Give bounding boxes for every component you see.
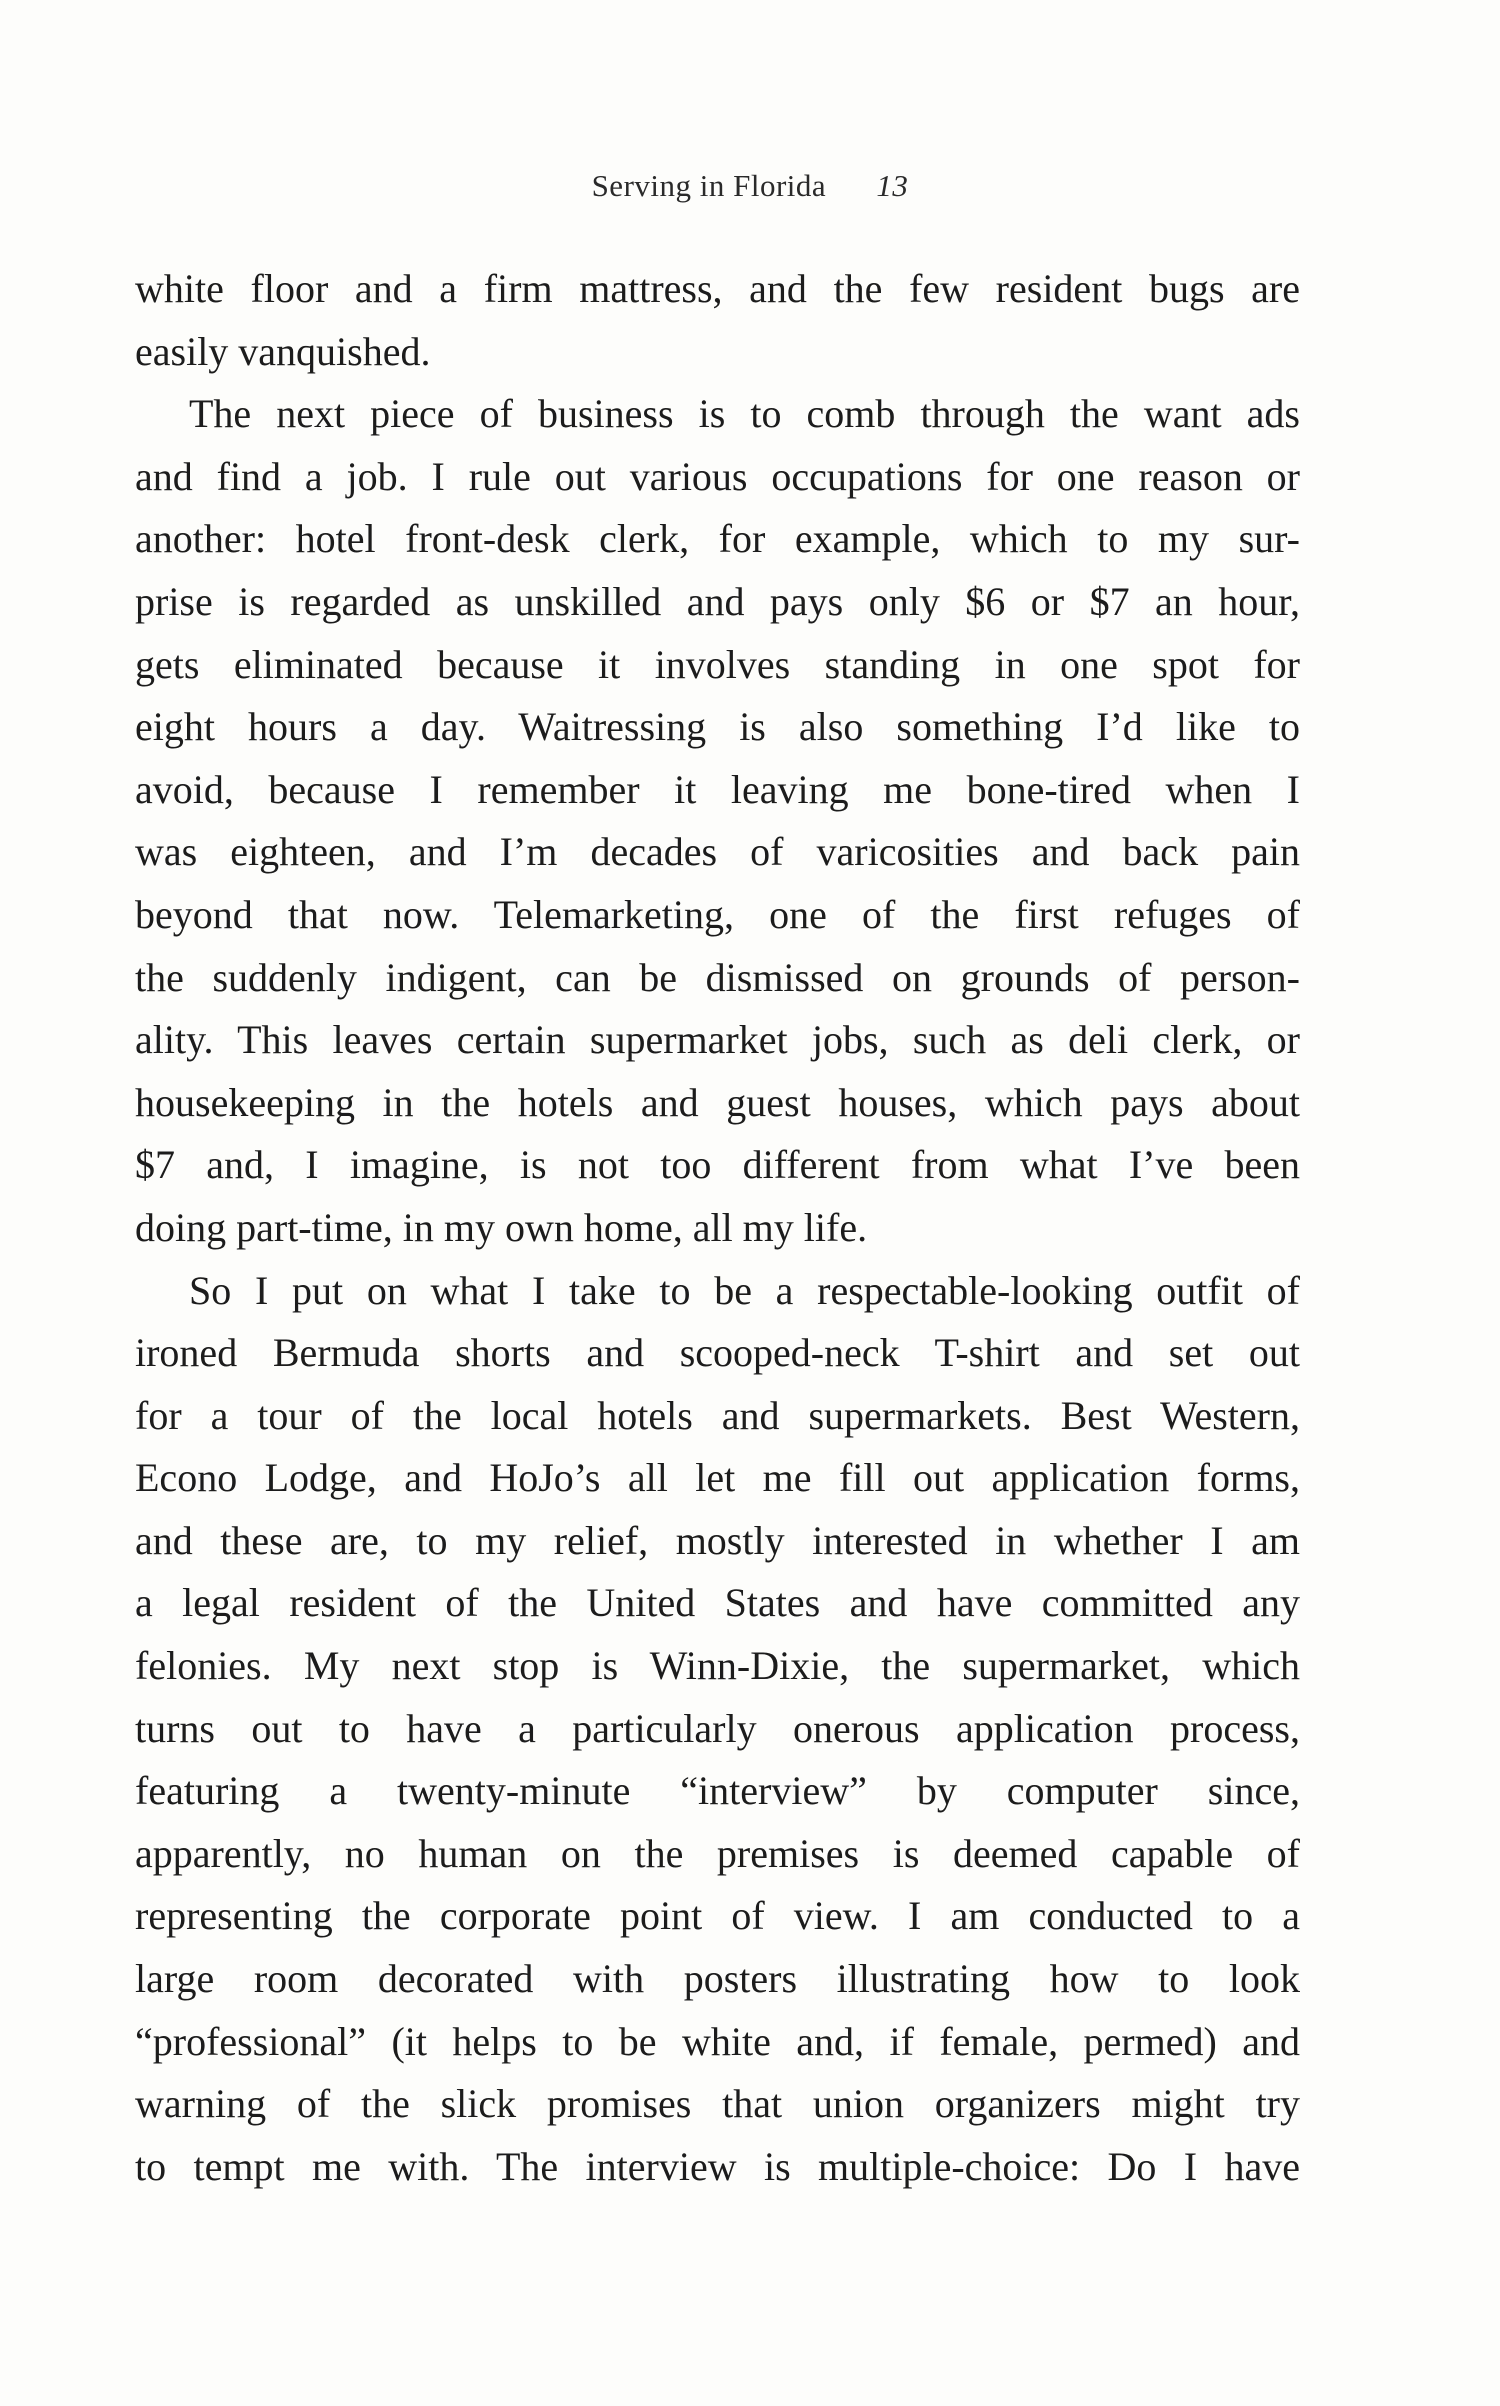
text-line: The next piece of business is to comb through the want ads (189, 391, 1300, 437)
running-header (0, 168, 1500, 204)
text-line: easily vanquished. (135, 328, 431, 374)
text-line: felonies. My next stop is Winn-Dixie, the supermarket, which (135, 1643, 1300, 1689)
text-line: and find a job. I rule out various occupations for one reason or (135, 453, 1300, 499)
text-line: ironed Bermuda shorts and scooped-neck T-shirt and set out (135, 1330, 1300, 1376)
text-line: another: hotel front-desk clerk, for example, which to my sur- (135, 516, 1300, 562)
text-line: doing part-time, in my own home, all my life. (135, 1204, 868, 1250)
text-line: $7 and, I imagine, is not too different from what I’ve been (135, 1142, 1300, 1188)
text-line: representing the corporate point of view. I am conducted to a (135, 1893, 1300, 1939)
text-line: to tempt me with. The interview is multiple-choice: Do I have (135, 2143, 1300, 2189)
text-line: gets eliminated because it involves standing in one spot for (135, 641, 1300, 687)
text-line: warning of the slick promises that union organizers might try (135, 2081, 1300, 2127)
text-line: a legal resident of the United States and have committed any (135, 1580, 1300, 1626)
text-line: So I put on what I take to be a respectable-looking outfit of (189, 1267, 1300, 1313)
running-title: Serving in Florida (591, 168, 827, 203)
text-line: Econo Lodge, and HoJo’s all let me fill out application forms, (135, 1455, 1300, 1501)
text-line: ality. This leaves certain supermarket jobs, such as deli clerk, or (135, 1017, 1300, 1063)
text-line: featuring a twenty-minute “interview” by computer since, (135, 1768, 1300, 1814)
text-line: “professional” (it helps to be white and, if female, permed) and (135, 2018, 1300, 2064)
text-line: eight hours a day. Waitressing is also something I’d like to (135, 704, 1300, 750)
text-line: avoid, because I remember it leaving me bone-tired when I (135, 766, 1300, 812)
text-line: apparently, no human on the premises is deemed capable of (135, 1830, 1300, 1876)
text-line: housekeeping in the hotels and guest houses, which pays about (135, 1079, 1300, 1125)
text-line: the suddenly indigent, can be dismissed on grounds of person- (135, 954, 1300, 1000)
page-number: 13 (876, 168, 909, 203)
text-line: and these are, to my relief, mostly interested in whether I am (135, 1517, 1300, 1563)
text-line: turns out to have a particularly onerous application process, (135, 1705, 1300, 1751)
text-line: prise is regarded as unskilled and pays only $6 or $7 an hour, (135, 578, 1300, 624)
text-line: white floor and a firm mattress, and the few resident bugs are (135, 266, 1300, 311)
text-line: was eighteen, and I’m decades of varicosities and back pain (135, 829, 1300, 875)
body-text (135, 258, 1300, 2198)
text-line: large room decorated with posters illustrating how to look (135, 1956, 1300, 2002)
text-line: for a tour of the local hotels and supermarkets. Best Western, (135, 1392, 1300, 1438)
text-line: beyond that now. Telemarketing, one of the first refuges of (135, 891, 1300, 937)
